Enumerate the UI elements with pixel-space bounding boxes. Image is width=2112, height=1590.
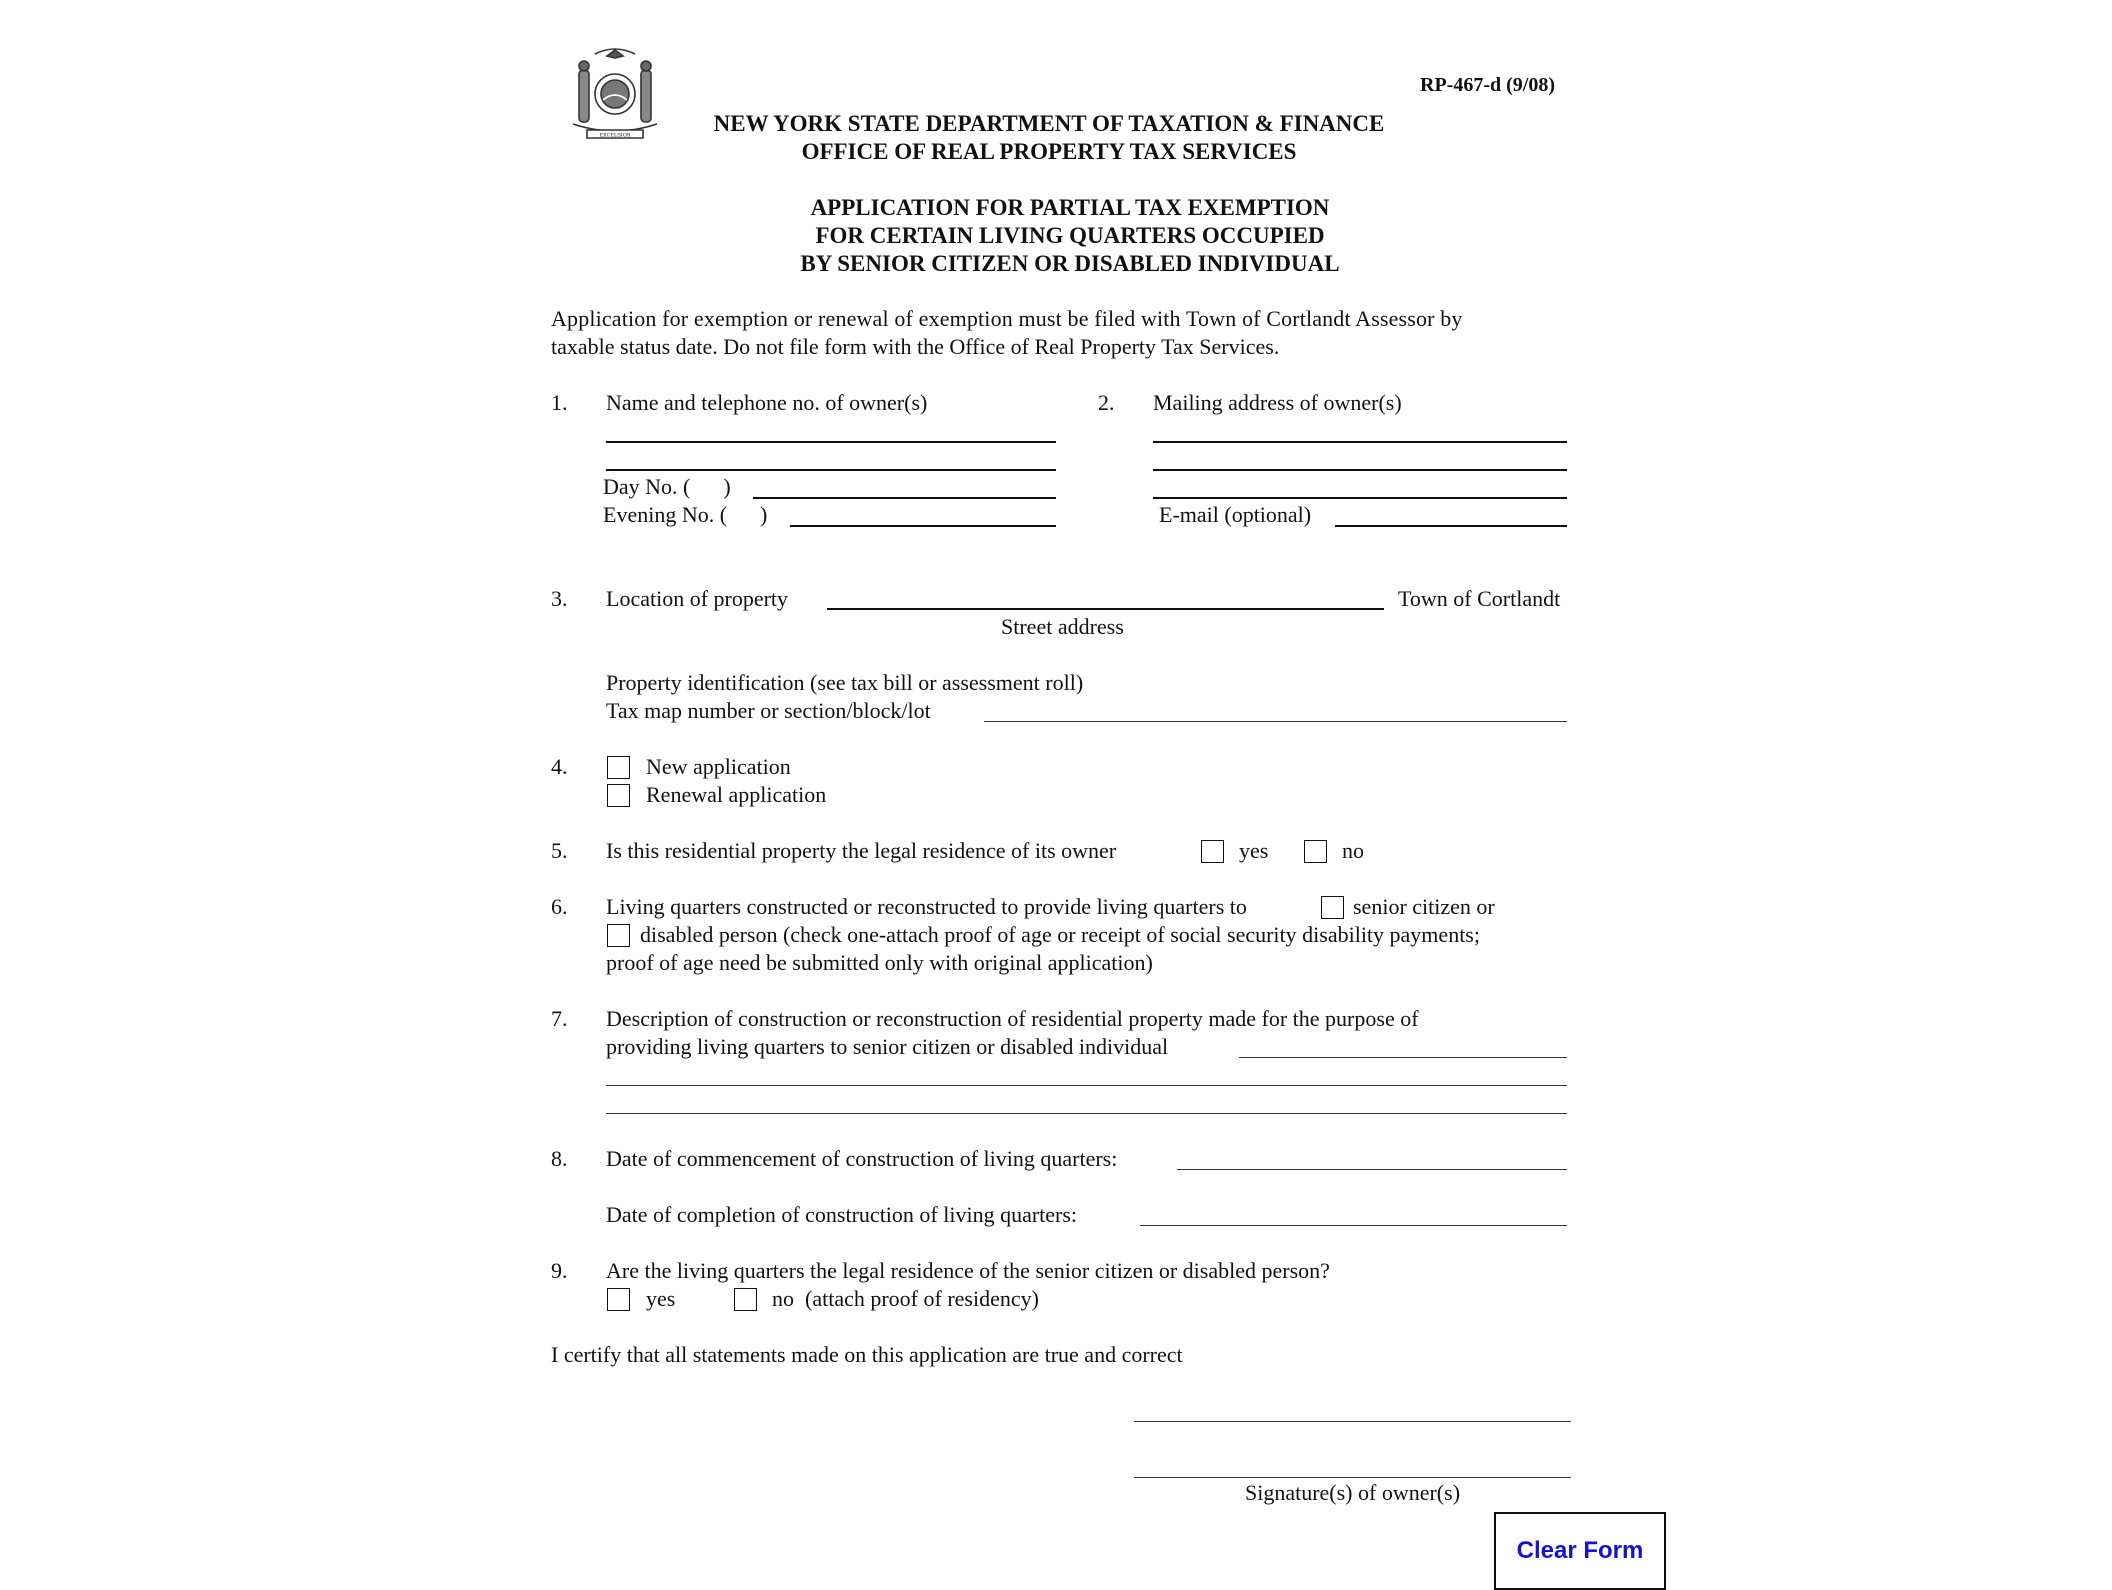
q5-number: 5. [551, 838, 568, 863]
q5-yes-checkbox[interactable] [1201, 840, 1224, 863]
q4-number: 4. [551, 754, 568, 779]
commencement-date-label: Date of commencement of construction of living quarters: [606, 1146, 1118, 1171]
evening-phone-label: Evening No. ( ) [603, 502, 768, 527]
q9-no-checkbox[interactable] [734, 1288, 757, 1311]
q5-no-checkbox[interactable] [1304, 840, 1327, 863]
commencement-date-line[interactable] [1177, 1169, 1567, 1170]
renewal-application-checkbox[interactable] [607, 784, 630, 807]
q7-number: 7. [551, 1006, 568, 1031]
senior-citizen-label: senior citizen or [1353, 894, 1495, 919]
intro-line-1: Application for exemption or renewal of exemption must be filed with Town of Cortlandt Assessor by [551, 306, 1463, 331]
q9-no-label: no (attach proof of residency) [772, 1286, 1039, 1311]
street-address-caption: Street address [1001, 614, 1124, 639]
completion-date-line[interactable] [1140, 1225, 1567, 1226]
certification-statement: I certify that all statements made on this application are true and correct [551, 1342, 1183, 1367]
completion-date-label: Date of completion of construction of living quarters: [606, 1202, 1078, 1227]
q5-yes-label: yes [1239, 838, 1269, 863]
town-label: Town of Cortlandt [1398, 586, 1561, 611]
intro-line-2: taxable status date. Do not file form with the Office of Real Property Tax Services. [551, 334, 1280, 359]
mailing-address-line-2[interactable] [1153, 469, 1567, 471]
q5-label: Is this residential property the legal residence of its owner [606, 838, 1117, 863]
signature-line-1[interactable] [1134, 1421, 1571, 1422]
q9-label: Are the living quarters the legal residence of the senior citizen or disabled person? [606, 1258, 1330, 1283]
q8-number: 8. [551, 1146, 568, 1171]
signature-caption: Signature(s) of owner(s) [1244, 1480, 1461, 1505]
form-id: RP-467-d (9/08) [1420, 74, 1555, 96]
street-address-line[interactable] [827, 608, 1384, 610]
form-title-line-2: FOR CERTAIN LIVING QUARTERS OCCUPIED [815, 223, 1325, 248]
renewal-application-label: Renewal application [646, 782, 827, 807]
new-application-checkbox[interactable] [607, 756, 630, 779]
evening-phone-line[interactable] [790, 525, 1056, 527]
q5-no-label: no [1342, 838, 1364, 863]
form-title-line-1: APPLICATION FOR PARTIAL TAX EXEMPTION [810, 195, 1330, 220]
disabled-person-label: disabled person (check one-attach proof of age or receipt of social security disability payments; [640, 922, 1480, 947]
q9-yes-checkbox[interactable] [607, 1288, 630, 1311]
day-phone-line[interactable] [753, 497, 1056, 499]
owner-name-line-2[interactable] [606, 469, 1056, 471]
new-application-label: New application [646, 754, 791, 779]
q7-description-line-3[interactable] [606, 1113, 1567, 1114]
q9-number: 9. [551, 1258, 568, 1283]
q3-label: Location of property [606, 586, 789, 611]
tax-map-line[interactable] [984, 721, 1567, 722]
dept-line-1: NEW YORK STATE DEPARTMENT OF TAXATION & FINANCE [713, 111, 1385, 136]
q7-line-2: providing living quarters to senior citizen or disabled individual [606, 1034, 1169, 1059]
property-id-label: Property identification (see tax bill or assessment roll) [606, 670, 1084, 695]
q2-label: Mailing address of owner(s) [1153, 390, 1402, 415]
mailing-address-line-3[interactable] [1153, 497, 1567, 499]
day-phone-label: Day No. ( ) [603, 474, 731, 499]
form-title-line-3: BY SENIOR CITIZEN OR DISABLED INDIVIDUAL [800, 251, 1340, 276]
senior-citizen-checkbox[interactable] [1321, 896, 1344, 919]
signature-line-2[interactable] [1134, 1477, 1571, 1478]
seal-motto: EXCELSIOR [599, 132, 631, 139]
q6-line-1: Living quarters constructed or reconstructed to provide living quarters to [606, 894, 1247, 919]
email-line[interactable] [1335, 525, 1567, 527]
email-label: E-mail (optional) [1159, 502, 1312, 527]
dept-line-2: OFFICE OF REAL PROPERTY TAX SERVICES [801, 139, 1297, 164]
clear-form-button[interactable]: Clear Form [1494, 1512, 1666, 1590]
q7-description-line-2[interactable] [606, 1085, 1567, 1086]
q1-label: Name and telephone no. of owner(s) [606, 390, 928, 415]
disabled-person-checkbox[interactable] [607, 924, 630, 947]
q9-yes-label: yes [646, 1286, 676, 1311]
owner-name-line-1[interactable] [606, 441, 1056, 443]
q2-number: 2. [1098, 390, 1115, 415]
q1-number: 1. [551, 390, 568, 415]
q7-line-1: Description of construction or reconstruction of residential property made for the purpose of [606, 1006, 1419, 1031]
q6-number: 6. [551, 894, 568, 919]
mailing-address-line-1[interactable] [1153, 441, 1567, 443]
q3-number: 3. [551, 586, 568, 611]
q7-description-line-1[interactable] [1239, 1057, 1567, 1058]
q6-line-3: proof of age need be submitted only with original application) [606, 950, 1153, 975]
tax-map-label: Tax map number or section/block/lot [606, 698, 931, 723]
